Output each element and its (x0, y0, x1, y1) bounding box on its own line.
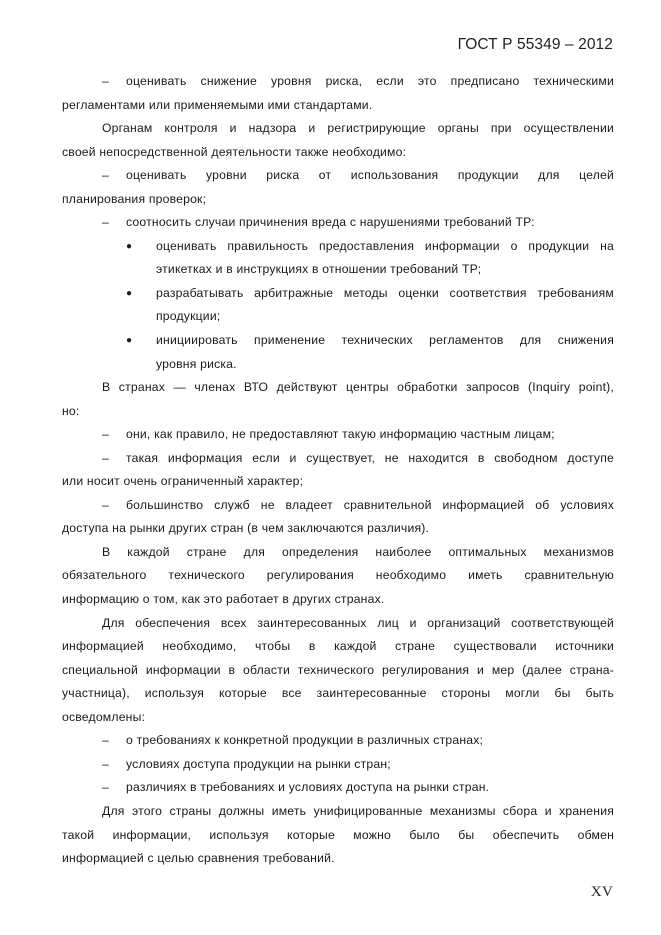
text-line: планирования проверок; (62, 191, 207, 206)
text-line: участница), используя которые все заинтересованные стороны могли бы быть (62, 686, 614, 701)
text-line: уровня риска. (156, 356, 237, 371)
document-code-header: ГОСТ Р 55349 – 2012 (457, 36, 613, 53)
dash-marker: – (102, 497, 109, 512)
text-line: регламентами или применяемыми ими стандартами. (62, 97, 373, 112)
document-body (62, 70, 614, 871)
dash-marker: – (102, 756, 109, 771)
text-line: инициировать применение технических регламентов для снижения (156, 333, 614, 348)
text-line: информацией необходимо, чтобы в каждой стране существовали источники (62, 639, 614, 654)
text-line: продукции; (156, 309, 221, 324)
text-line: различиях в требованиях и условиях доступа на рынки стран. (126, 780, 490, 795)
paragraph-first-line: Органам контроля и надзора и регистрирующие органы при осуществлении (102, 121, 614, 136)
text-line: обязательного технического регулирования необходимо иметь сравнительную (62, 568, 614, 583)
bullet-marker: ● (126, 240, 133, 252)
text-line: доступа на рынки других стран (в чем заключаются различия). (62, 521, 430, 536)
text-line: информацию о том, как это работает в других странах. (62, 592, 385, 607)
list-item-bullet (62, 329, 614, 353)
text-line: но: (62, 403, 80, 418)
list-item-dash (62, 494, 614, 518)
text-line: оценивать снижение уровня риска, если это предписано техническими (126, 74, 614, 88)
list-item-dash (62, 447, 614, 471)
dash-marker: – (102, 450, 109, 465)
text-line: специальной информации в области технического регулирования и мер (далее страна- (62, 662, 614, 677)
text-line: оценивать правильность предоставления информации о продукции на (156, 238, 614, 253)
list-item-dash (62, 753, 614, 777)
text-line: такая информация если и существует, не находится в свободном доступе (126, 450, 614, 465)
dash-marker: – (102, 780, 109, 795)
dash-marker: – (102, 168, 109, 183)
text-line: такой информации, используя которые можно было бы обеспечить обмен (62, 827, 614, 842)
paragraph-first-line: Для этого страны должны иметь унифицированные механизмы сбора и хранения (102, 803, 614, 818)
text-line: информацией с целью сравнения требований. (62, 851, 335, 866)
text-line: условиях доступа продукции на рынки стран; (126, 756, 391, 771)
bullet-marker: ● (126, 287, 133, 299)
text-line: разрабатывать арбитражные методы оценки соответствия требованиям (156, 285, 614, 300)
list-item-dash (62, 70, 614, 94)
text-line: или носит очень ограниченный характер; (62, 474, 304, 489)
list-item-bullet (62, 235, 614, 259)
text-line: большинство служб не владеет сравнительной информацией об условиях (126, 497, 614, 512)
text-line: соотносить случаи причинения вреда с нарушениями требований ТР: (126, 215, 535, 230)
dash-marker: – (102, 733, 109, 748)
bullet-marker: ● (126, 335, 133, 347)
paragraph-first-line: Для обеспечения всех заинтересованных лиц и организаций соответствующей (102, 615, 614, 630)
paragraph-first-line: В странах — членах ВТО действуют центры обработки запросов (Inquiry point), (102, 380, 614, 395)
dash-marker: – (102, 427, 109, 442)
text-line: этикетках и в инструкциях в отношении требований ТР; (156, 262, 482, 277)
text-line: осведомлены: (62, 709, 146, 724)
text-line: своей непосредственной деятельности также необходимо: (62, 144, 407, 159)
list-item-bullet (62, 282, 614, 306)
dash-marker: – (102, 215, 109, 230)
list-item-dash (62, 164, 614, 188)
list-item-dash (62, 776, 614, 800)
list-item-dash (62, 211, 614, 235)
list-item-dash (62, 729, 614, 753)
text-line: они, как правило, не предоставляют такую информацию частным лицам; (126, 427, 555, 442)
text-line: о требованиях к конкретной продукции в различных странах; (126, 733, 484, 748)
list-item-dash (62, 423, 614, 447)
text-line: оценивать уровни риска от использования продукции для целей (126, 168, 614, 183)
paragraph-first-line: В каждой стране для определения наиболее оптимальных механизмов (102, 544, 614, 559)
dash-marker: – (102, 74, 109, 88)
page-number: XV (590, 884, 613, 900)
